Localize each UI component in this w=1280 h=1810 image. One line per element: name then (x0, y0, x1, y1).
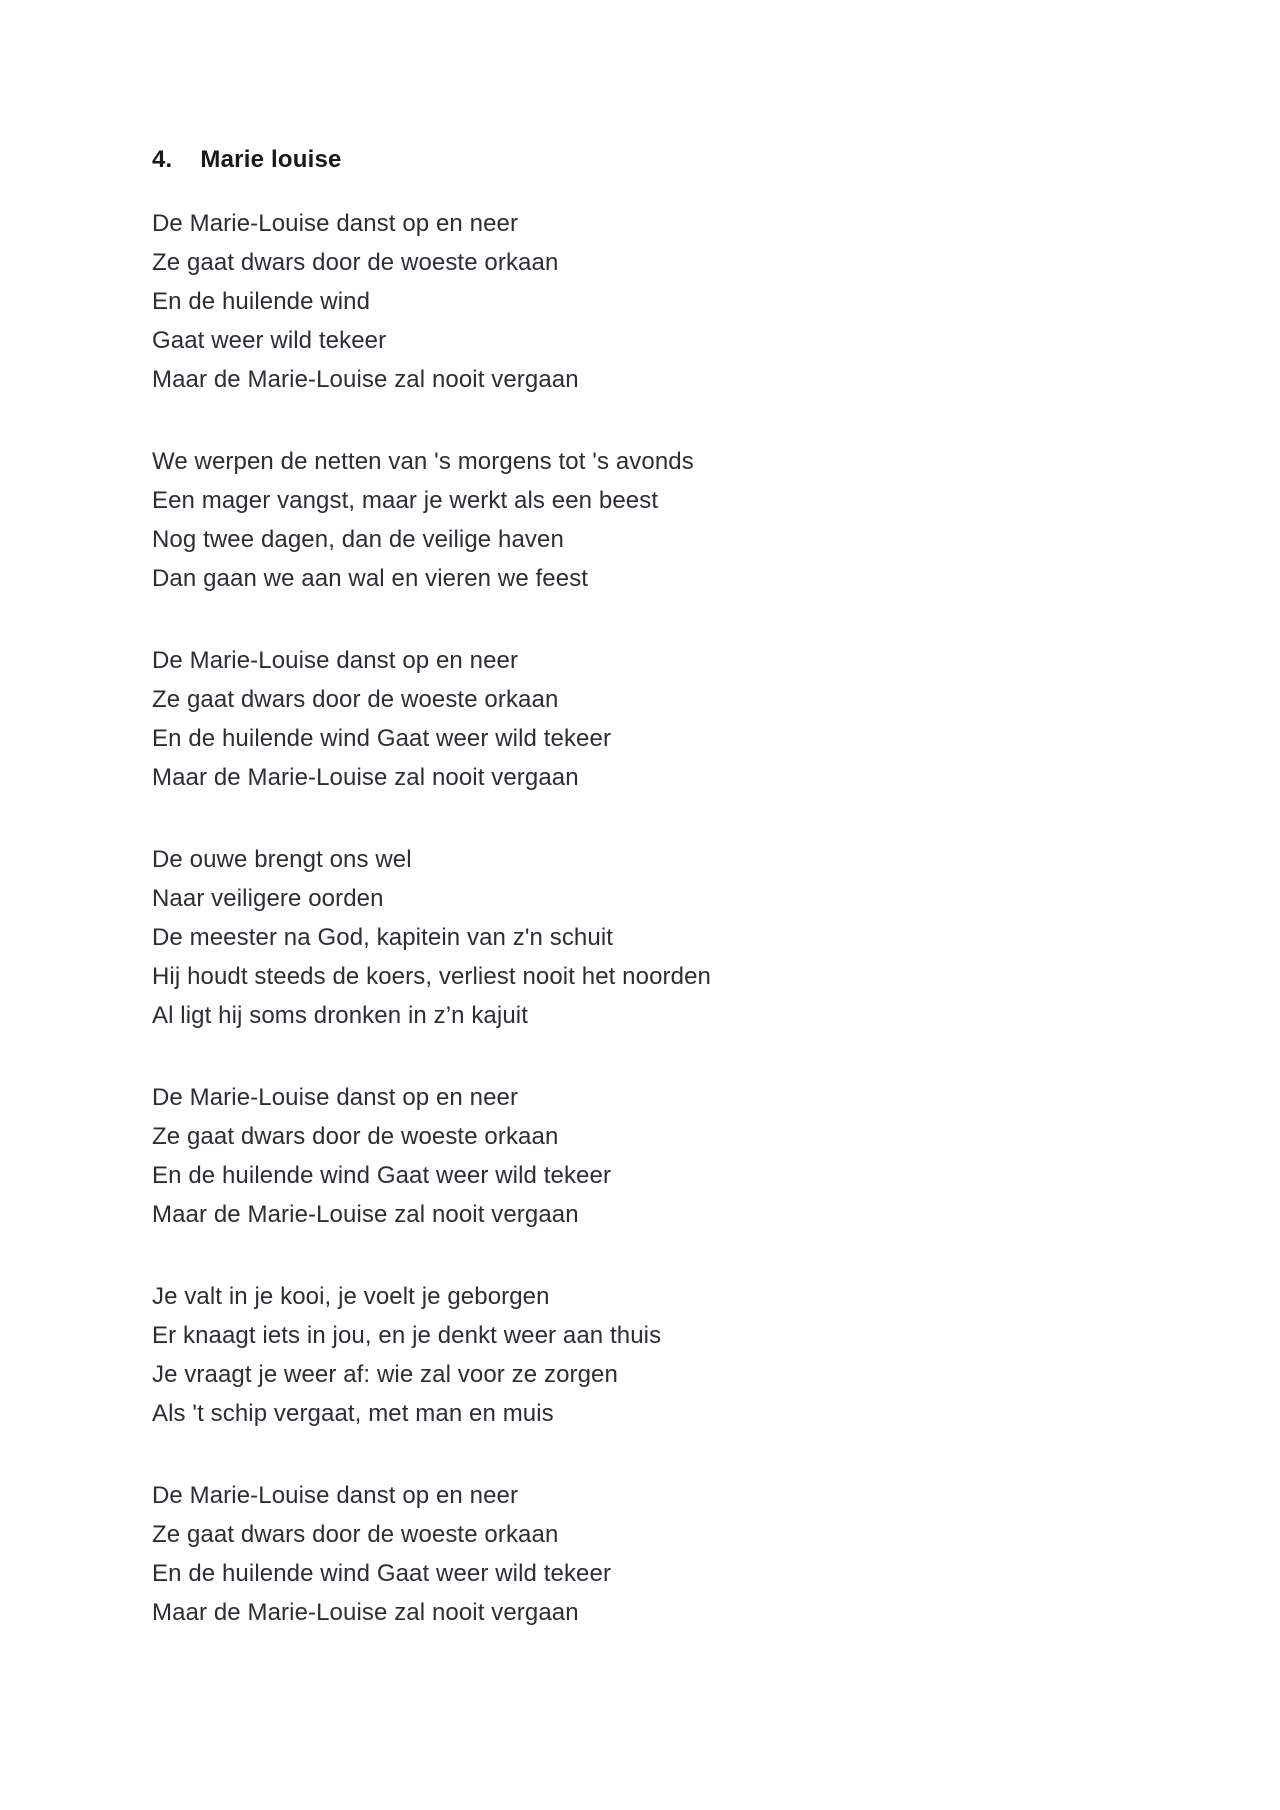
lyric-line: Als 't schip vergaat, met man en muis (152, 1400, 554, 1427)
lyric-line: Ze gaat dwars door de woeste orkaan (152, 1521, 559, 1548)
stanza-6 (152, 1277, 1200, 1433)
lyric-line: Ze gaat dwars door de woeste orkaan (152, 686, 559, 713)
lyric-line: Al ligt hij soms dronken in z’n kajuit (152, 1002, 528, 1029)
lyric-line: Maar de Marie-Louise zal nooit vergaan (152, 1599, 579, 1626)
lyric-line: Gaat weer wild tekeer (152, 327, 387, 354)
lyric-line: Maar de Marie-Louise zal nooit vergaan (152, 366, 579, 393)
lyric-line: Er knaagt iets in jou, en je denkt weer aan thuis (152, 1322, 662, 1349)
song-title-number: 4. (152, 146, 173, 173)
lyric-line: Nog twee dagen, dan de veilige haven (152, 526, 564, 553)
stanza-1 (152, 204, 1200, 399)
lyric-line: De Marie-Louise danst op en neer (152, 210, 519, 237)
stanza-2 (152, 442, 1200, 598)
lyric-line: Je vraagt je weer af: wie zal voor ze zorgen (152, 1361, 618, 1388)
lyric-line: Ze gaat dwars door de woeste orkaan (152, 249, 559, 276)
lyric-line: De meester na God, kapitein van z'n schuit (152, 924, 614, 951)
lyric-line: En de huilende wind Gaat weer wild tekeer (152, 1162, 612, 1189)
lyric-line: En de huilende wind Gaat weer wild tekeer (152, 725, 612, 752)
stanza-4 (152, 840, 1200, 1035)
lyric-line: Naar veiligere oorden (152, 885, 384, 912)
lyric-line: Ze gaat dwars door de woeste orkaan (152, 1123, 559, 1150)
stanza-3 (152, 641, 1200, 797)
lyric-line: Je valt in je kooi, je voelt je geborgen (152, 1283, 550, 1310)
lyric-line: Hij houdt steeds de koers, verliest nooit het noorden (152, 963, 711, 990)
lyric-line: En de huilende wind (152, 288, 371, 315)
lyric-line: De ouwe brengt ons wel (152, 846, 412, 873)
lyric-line: En de huilende wind Gaat weer wild tekeer (152, 1560, 612, 1587)
lyric-line: De Marie-Louise danst op en neer (152, 1482, 519, 1509)
lyric-line: Een mager vangst, maar je werkt als een beest (152, 487, 659, 514)
song-title-text: Marie louise (200, 146, 342, 173)
song-title (152, 140, 1200, 179)
lyric-line: Dan gaan we aan wal en vieren we feest (152, 565, 589, 592)
lyric-line: Maar de Marie-Louise zal nooit vergaan (152, 764, 579, 791)
stanza-7 (152, 1476, 1200, 1632)
lyric-line: De Marie-Louise danst op en neer (152, 1084, 519, 1111)
lyric-line: Maar de Marie-Louise zal nooit vergaan (152, 1201, 579, 1228)
stanza-5 (152, 1078, 1200, 1234)
lyric-line: We werpen de netten van 's morgens tot 's avonds (152, 448, 694, 475)
lyric-line: De Marie-Louise danst op en neer (152, 647, 519, 674)
